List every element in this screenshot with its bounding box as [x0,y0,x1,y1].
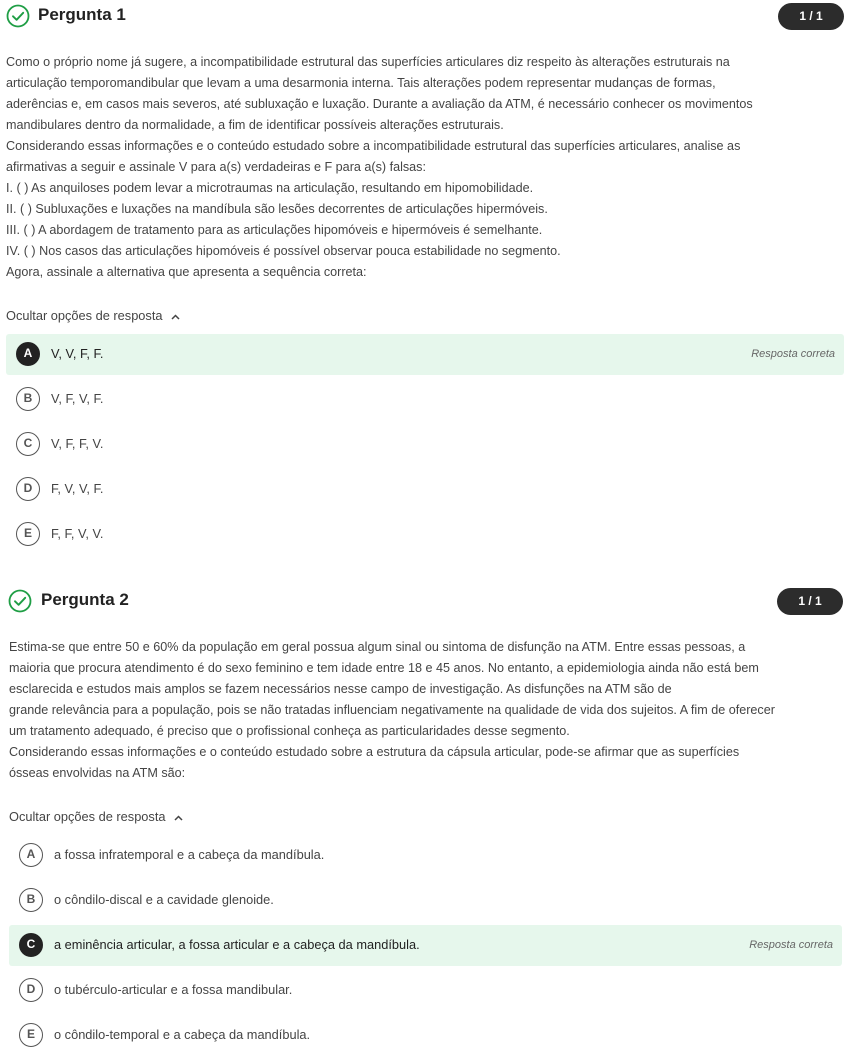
option-letter: B [19,888,43,912]
question-text-line: Considerando essas informações e o conteúdo estudado sobre a estrutura da cápsula articular, pode-se afirmar que as superfícies [9,745,740,759]
option-letter: D [19,978,43,1002]
option-letter: C [16,432,40,456]
hide-options-label: Ocultar opções de resposta [9,809,166,824]
correct-answer-label: Resposta correta [751,348,835,360]
option-text: a eminência articular, a fossa articular e a cabeça da mandíbula. [54,937,420,952]
question-text [9,637,845,784]
question-text-line: I. ( ) As anquiloses podem levar a microtraumas na articulação, resultando em hipomobilidade. [6,181,534,195]
question-text-line: esclarecida e estudos mais amplos se fazem necessários nesse campo de investigação. As disfunções na ATM são de [9,682,672,696]
option-b[interactable] [6,379,844,420]
option-c[interactable] [9,925,842,966]
question-2 [0,585,851,1042]
hide-options-label: Ocultar opções de resposta [6,308,163,323]
question-text-line: Como o próprio nome já sugere, a incompatibilidade estrutural das superfícies articulares diz respeito às alterações estruturais na [6,55,730,69]
question-text-line: Estima-se que entre 50 e 60% da população em geral possua algum sinal ou sintoma de disfunção na ATM. Entre essas pessoas, a [9,640,746,654]
question-text-line: IV. ( ) Nos casos das articulações hipomóveis é possível observar pouca estabilidade no segmento. [6,244,561,258]
option-letter: E [16,522,40,546]
option-letter: D [16,477,40,501]
question-text-line: mandibulares dentro da normalidade, a fim de identificar possíveis alterações estruturais. [6,118,504,132]
correct-answer-label: Resposta correta [749,939,833,951]
option-a[interactable] [6,334,844,375]
option-letter: E [19,1023,43,1047]
option-e[interactable] [6,514,844,555]
option-text: F, V, V, F. [51,481,104,496]
score-badge: 1 / 1 [777,588,843,615]
question-text-line: aderências e, em casos mais severos, até subluxação e luxação. Durante a avaliação da ATM, é necessário conhecer os movimentos [6,97,753,111]
option-text: V, V, F, F. [51,346,104,361]
option-letter: B [16,387,40,411]
question-text-line: Considerando essas informações e o conteúdo estudado sobre a incompatibilidade estrutural das superfícies articulares, analise as [6,139,741,153]
option-letter: C [19,933,43,957]
check-circle-icon [6,4,30,28]
option-text: o côndilo-discal e a cavidade glenoide. [54,892,274,907]
question-text-line: maioria que procura atendimento é do sexo feminino e tem idade entre 18 e 45 anos. No entanto, a epidemiologia ainda não está bem [9,661,759,675]
check-circle-icon [8,589,32,613]
option-text: V, F, V, F. [51,391,104,406]
question-text-line: grande relevância para a população, pois se não tratadas influenciam negativamente na qualidade de vida dos sujeitos. A fim de oferecer [9,703,775,717]
option-c[interactable] [6,424,844,465]
question-text-line: ósseas envolvidas na ATM são: [9,766,186,780]
hide-options-toggle[interactable] [6,308,180,323]
option-d[interactable] [6,469,844,510]
option-text: a fossa infratemporal e a cabeça da mandíbula. [54,847,325,862]
option-letter: A [16,342,40,366]
question-text-line: III. ( ) A abordagem de tratamento para as articulações hipomóveis e hipermóveis é semelhante. [6,223,543,237]
chevron-up-icon [174,815,183,821]
option-text: F, F, V, V. [51,526,104,541]
question-title: Pergunta 1 [38,5,126,24]
option-a[interactable] [9,835,842,876]
option-e[interactable] [9,1015,842,1056]
question-header [0,0,851,32]
score-badge: 1 / 1 [778,3,844,30]
option-text: o côndilo-temporal e a cabeça da mandíbula. [54,1027,311,1042]
question-text-line: afirmativas a seguir e assinale V para a(s) verdadeiras e F para a(s) falsas: [6,160,426,174]
question-text-line: Agora, assinale a alternativa que apresenta a sequência correta: [6,265,367,279]
question-text [6,52,842,283]
question-text-line: um tratamento adequado, é preciso que o profissional conheça as particularidades desse segmento. [9,724,570,738]
option-b[interactable] [9,880,842,921]
question-text-line: II. ( ) Subluxações e luxações na mandíbula são lesões decorrentes de articulações hipermóveis. [6,202,548,216]
question-text-line: articulação temporomandibular que levam a uma desarmonia interna. Tais alterações podem representar mudanças de formas, [6,76,716,90]
hide-options-toggle[interactable] [9,809,183,824]
option-d[interactable] [9,970,842,1011]
option-text: V, F, F, V. [51,436,104,451]
option-letter: A [19,843,43,867]
chevron-up-icon [171,314,180,320]
question-header [0,585,851,617]
option-text: o tubérculo-articular e a fossa mandibular. [54,982,293,997]
question-title: Pergunta 2 [41,590,129,609]
